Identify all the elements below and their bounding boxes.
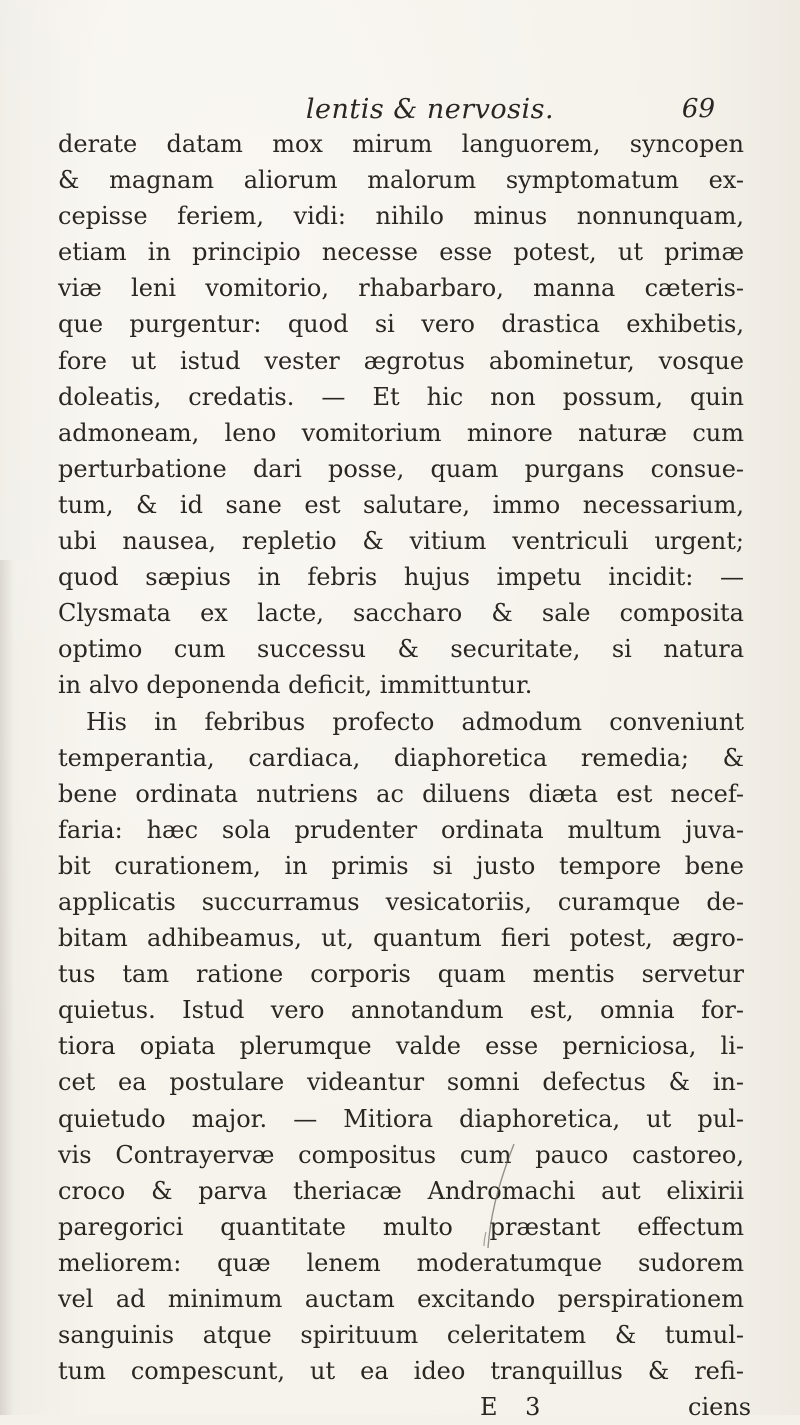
text-line: applicatis succurramus vesicatoriis, curamque de- [58,887,744,916]
text-line: temperantia, cardiaca, diaphoretica remedia; & [58,743,744,772]
text-line: His in febribus profecto admodum conveniunt [86,707,744,736]
text-line: bit curationem, in primis si justo tempore bene [58,851,744,880]
text-line: quietus. Istud vero annotandum est, omnia for- [58,996,744,1025]
text-line: & magnam aliorum malorum symptomatum ex- [58,166,744,195]
text-line: paregorici quantitate multo præstant effectum [58,1212,744,1241]
text-line: faria: hæc sola prudenter ordinata multum juva- [58,815,744,844]
text-line: perturbatione dari posse, quam purgans consue- [58,454,744,483]
text-line: que purgentur: quod si vero drastica exhibetis, [58,310,744,339]
text-line: optimo cum successu & securitate, si natura [58,635,744,664]
text-line: bene ordinata nutriens ac diluens diæta est necef- [58,779,744,808]
text-line: croco & parva theriacæ Andromachi aut elixirii [58,1176,744,1205]
text-line: cet ea postulare videantur somni defectus & in- [58,1068,744,1097]
text-line: etiam in principio necesse esse potest, ut primæ [58,238,744,267]
running-title: lentis & nervosis. [305,94,555,125]
text-line: sanguinis atque spirituum celeritatem & tumul- [58,1321,744,1350]
text-line: vel ad minimum auctam excitando perspirationem [58,1285,744,1313]
text-line: admoneam, leno vomitorium minore naturæ cum [58,418,744,447]
text-line: doleatis, credatis. — Et hic non possum, quin [58,382,744,411]
catchword: ciens [688,1393,752,1422]
text-line: quietudo major. — Mitiora diaphoretica, ut pul- [58,1104,744,1133]
text-line: quod sæpius in febris hujus impetu incidit: — [58,563,744,592]
page-footer [58,1389,752,1425]
signature-mark: E 3 [480,1393,551,1422]
body-text [58,126,752,1425]
text-line: tus tam ratione corporis quam mentis servetur [58,960,744,989]
text-line: fore ut istud vester ægrotus abominetur, vosque [58,346,744,375]
text-line: tum, & id sane est salutare, immo necessarium, [58,490,744,519]
page-edge-shadow [0,560,14,1415]
text-line: viæ leni vomitorio, rhabarbaro, manna cæteris- [58,274,744,303]
text-line: vis Contrayervæ compositus cum pauco castoreo, [58,1140,744,1169]
text-line: tiora opiata plerumque valde esse perniciosa, li- [58,1032,744,1061]
text-line: in alvo deponenda deficit, immittuntur. [58,671,533,700]
text-line: tum compescunt, ut ea ideo tranquillus & refi- [58,1357,744,1386]
text-line: bitam adhibeamus, ut, quantum fieri potest, ægro- [58,924,744,953]
pen-stroke-mark [460,1140,520,1250]
text-line: meliorem: quæ lenem moderatumque sudorem [58,1248,744,1277]
text-line: ubi nausea, repletio & vitium ventriculi urgent; [58,527,744,556]
page-number: 69 [681,94,715,124]
text-line: derate datam mox mirum languorem, syncopen [58,130,744,158]
text-line: Clysmata ex lacte, saccharo & sale composita [58,599,744,628]
text-line: cepisse feriem, vidi: nihilo minus nonnunquam, [58,202,744,231]
